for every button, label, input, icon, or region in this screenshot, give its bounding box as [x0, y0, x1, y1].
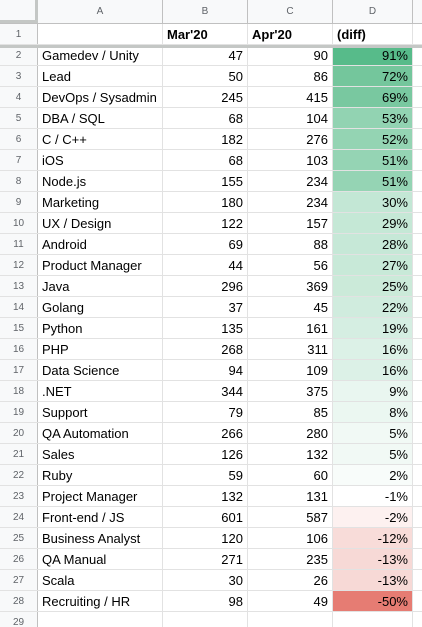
cell-category[interactable]: Support: [38, 402, 163, 422]
table-row: [0, 402, 422, 423]
cell-category[interactable]: Gamedev / Unity: [38, 45, 163, 65]
cell-apr[interactable]: 161: [248, 318, 333, 338]
row-number[interactable]: 21: [0, 444, 38, 464]
cell-b1[interactable]: Mar'20: [163, 24, 248, 44]
cell-mar[interactable]: 132: [163, 486, 248, 506]
cell-category[interactable]: Business Analyst: [38, 528, 163, 548]
row-number[interactable]: 24: [0, 507, 38, 527]
table-row: [0, 360, 422, 381]
cell-apr[interactable]: 587: [248, 507, 333, 527]
cell-category[interactable]: iOS: [38, 150, 163, 170]
column-header-e[interactable]: [413, 0, 422, 23]
row-number[interactable]: 16: [0, 339, 38, 359]
cell-empty[interactable]: [413, 171, 422, 191]
cell-diff[interactable]: 29%: [333, 213, 413, 233]
header-row: [0, 24, 422, 45]
cell-empty[interactable]: [413, 486, 422, 506]
row-number[interactable]: 4: [0, 87, 38, 107]
cell-diff[interactable]: -12%: [333, 528, 413, 548]
cell-empty[interactable]: [413, 108, 422, 128]
cell-empty[interactable]: [163, 612, 248, 627]
select-all-corner[interactable]: [0, 0, 38, 23]
table-row: [0, 591, 422, 612]
cell-apr[interactable]: 311: [248, 339, 333, 359]
table-row: [0, 150, 422, 171]
cell-apr[interactable]: 90: [248, 45, 333, 65]
cell-empty[interactable]: [413, 297, 422, 317]
cell-apr[interactable]: 157: [248, 213, 333, 233]
cell-apr[interactable]: 104: [248, 108, 333, 128]
column-header-row: [0, 0, 422, 24]
cell-diff[interactable]: 30%: [333, 192, 413, 212]
row-number[interactable]: 3: [0, 66, 38, 86]
column-header-a[interactable]: A: [38, 0, 163, 23]
row-number[interactable]: 28: [0, 591, 38, 611]
cell-mar[interactable]: 59: [163, 465, 248, 485]
cell-empty[interactable]: [413, 66, 422, 86]
cell-category[interactable]: Product Manager: [38, 255, 163, 275]
cell-diff[interactable]: 28%: [333, 234, 413, 254]
cell-apr[interactable]: 276: [248, 129, 333, 149]
cell-apr[interactable]: 415: [248, 87, 333, 107]
cell-mar[interactable]: 94: [163, 360, 248, 380]
row-number[interactable]: 23: [0, 486, 38, 506]
table-row: [0, 465, 422, 486]
cell-apr[interactable]: 88: [248, 234, 333, 254]
cell-category[interactable]: DBA / SQL: [38, 108, 163, 128]
cell-category[interactable]: C / C++: [38, 129, 163, 149]
table-row: [0, 213, 422, 234]
cell-empty[interactable]: [413, 192, 422, 212]
cell-empty[interactable]: [413, 129, 422, 149]
cell-category[interactable]: PHP: [38, 339, 163, 359]
cell-mar[interactable]: 69: [163, 234, 248, 254]
cell-apr[interactable]: 103: [248, 150, 333, 170]
cell-mar[interactable]: 245: [163, 87, 248, 107]
row-number[interactable]: 17: [0, 360, 38, 380]
cell-diff[interactable]: 16%: [333, 360, 413, 380]
cell-empty[interactable]: [413, 360, 422, 380]
row-number[interactable]: 29: [0, 612, 38, 627]
cell-mar[interactable]: 79: [163, 402, 248, 422]
table-row: [0, 444, 422, 465]
cell-mar[interactable]: 601: [163, 507, 248, 527]
row-number[interactable]: 11: [0, 234, 38, 254]
table-row: [0, 381, 422, 402]
cell-category[interactable]: Lead: [38, 66, 163, 86]
cell-category[interactable]: .NET: [38, 381, 163, 401]
cell-apr[interactable]: 86: [248, 66, 333, 86]
row-number[interactable]: 1: [0, 24, 38, 44]
cell-apr[interactable]: 132: [248, 444, 333, 464]
cell-diff[interactable]: 51%: [333, 150, 413, 170]
table-row: [0, 66, 422, 87]
row-number[interactable]: 26: [0, 549, 38, 569]
cell-diff[interactable]: 2%: [333, 465, 413, 485]
cell-mar[interactable]: 126: [163, 444, 248, 464]
cell-mar[interactable]: 266: [163, 423, 248, 443]
cell-category[interactable]: Project Manager: [38, 486, 163, 506]
row-number[interactable]: 12: [0, 255, 38, 275]
table-row: [0, 297, 422, 318]
cell-apr[interactable]: 234: [248, 171, 333, 191]
cell-diff[interactable]: 25%: [333, 276, 413, 296]
table-row: [0, 486, 422, 507]
row-number[interactable]: 9: [0, 192, 38, 212]
cell-category[interactable]: Recruiting / HR: [38, 591, 163, 611]
table-row: [0, 45, 422, 66]
cell-mar[interactable]: 37: [163, 297, 248, 317]
cell-empty[interactable]: [38, 612, 163, 627]
cell-d1[interactable]: (diff): [333, 24, 413, 44]
cell-category[interactable]: Sales: [38, 444, 163, 464]
cell-category[interactable]: Python: [38, 318, 163, 338]
cell-category[interactable]: QA Automation: [38, 423, 163, 443]
cell-empty[interactable]: [413, 570, 422, 590]
cell-diff[interactable]: -13%: [333, 549, 413, 569]
cell-category[interactable]: Android: [38, 234, 163, 254]
cell-mar[interactable]: 268: [163, 339, 248, 359]
cell-category[interactable]: Marketing: [38, 192, 163, 212]
trailing-row: [0, 612, 422, 627]
cell-category[interactable]: Data Science: [38, 360, 163, 380]
cell-empty[interactable]: [413, 339, 422, 359]
cell-empty[interactable]: [413, 87, 422, 107]
cell-diff[interactable]: 51%: [333, 171, 413, 191]
cell-apr[interactable]: 106: [248, 528, 333, 548]
column-header-d[interactable]: D: [333, 0, 413, 23]
cell-empty[interactable]: [413, 423, 422, 443]
cell-mar[interactable]: 135: [163, 318, 248, 338]
cell-apr[interactable]: 45: [248, 297, 333, 317]
cell-apr[interactable]: 85: [248, 402, 333, 422]
row-number[interactable]: 18: [0, 381, 38, 401]
cell-mar[interactable]: 120: [163, 528, 248, 548]
cell-empty[interactable]: [413, 150, 422, 170]
cell-e1[interactable]: [413, 24, 422, 44]
cell-category[interactable]: UX / Design: [38, 213, 163, 233]
cell-diff[interactable]: 5%: [333, 423, 413, 443]
cell-mar[interactable]: 47: [163, 45, 248, 65]
cell-category[interactable]: Front-end / JS: [38, 507, 163, 527]
cell-apr[interactable]: 26: [248, 570, 333, 590]
row-number[interactable]: 19: [0, 402, 38, 422]
table-row: [0, 318, 422, 339]
cell-c1[interactable]: Apr'20: [248, 24, 333, 44]
table-row: [0, 171, 422, 192]
cell-apr[interactable]: 235: [248, 549, 333, 569]
cell-diff[interactable]: 53%: [333, 108, 413, 128]
cell-empty[interactable]: [413, 213, 422, 233]
row-number[interactable]: 7: [0, 150, 38, 170]
cell-empty[interactable]: [413, 381, 422, 401]
cell-diff[interactable]: 91%: [333, 45, 413, 65]
cell-mar[interactable]: 344: [163, 381, 248, 401]
cell-mar[interactable]: 122: [163, 213, 248, 233]
cell-diff[interactable]: 22%: [333, 297, 413, 317]
cell-empty[interactable]: [333, 612, 413, 627]
cell-apr[interactable]: 131: [248, 486, 333, 506]
cell-mar[interactable]: 68: [163, 150, 248, 170]
table-row: [0, 192, 422, 213]
cell-apr[interactable]: 234: [248, 192, 333, 212]
cell-diff[interactable]: 72%: [333, 66, 413, 86]
cell-mar[interactable]: 98: [163, 591, 248, 611]
cell-a1[interactable]: [38, 24, 163, 44]
row-number[interactable]: 10: [0, 213, 38, 233]
cell-diff[interactable]: -2%: [333, 507, 413, 527]
cell-category[interactable]: DevOps / Sysadmin: [38, 87, 163, 107]
cell-category[interactable]: Ruby: [38, 465, 163, 485]
table-row: [0, 528, 422, 549]
cell-mar[interactable]: 271: [163, 549, 248, 569]
row-number[interactable]: 14: [0, 297, 38, 317]
table-row: [0, 339, 422, 360]
cell-empty[interactable]: [413, 591, 422, 611]
cell-apr[interactable]: 49: [248, 591, 333, 611]
cell-diff[interactable]: -1%: [333, 486, 413, 506]
table-row: [0, 108, 422, 129]
table-row: [0, 87, 422, 108]
cell-apr[interactable]: 56: [248, 255, 333, 275]
row-number[interactable]: 15: [0, 318, 38, 338]
cell-diff[interactable]: 8%: [333, 402, 413, 422]
cell-diff[interactable]: 19%: [333, 318, 413, 338]
cell-empty[interactable]: [413, 507, 422, 527]
table-row: [0, 276, 422, 297]
cell-category[interactable]: QA Manual: [38, 549, 163, 569]
cell-diff[interactable]: -13%: [333, 570, 413, 590]
cell-category[interactable]: Java: [38, 276, 163, 296]
table-row: [0, 507, 422, 528]
cell-empty[interactable]: [413, 45, 422, 65]
table-row: [0, 549, 422, 570]
cell-empty[interactable]: [413, 318, 422, 338]
table-row: [0, 255, 422, 276]
cell-empty[interactable]: [413, 444, 422, 464]
cell-diff[interactable]: 52%: [333, 129, 413, 149]
cell-category[interactable]: Golang: [38, 297, 163, 317]
row-number[interactable]: 5: [0, 108, 38, 128]
row-number[interactable]: 20: [0, 423, 38, 443]
cell-mar[interactable]: 155: [163, 171, 248, 191]
cell-apr[interactable]: 369: [248, 276, 333, 296]
cell-diff[interactable]: 27%: [333, 255, 413, 275]
row-number[interactable]: 25: [0, 528, 38, 548]
cell-diff[interactable]: 16%: [333, 339, 413, 359]
cell-empty[interactable]: [248, 612, 333, 627]
cell-category[interactable]: Node.js: [38, 171, 163, 191]
table-row: [0, 570, 422, 591]
cell-diff[interactable]: 69%: [333, 87, 413, 107]
cell-diff[interactable]: 5%: [333, 444, 413, 464]
cell-mar[interactable]: 182: [163, 129, 248, 149]
row-number[interactable]: 13: [0, 276, 38, 296]
cell-category[interactable]: Scala: [38, 570, 163, 590]
data-rows: [0, 45, 422, 612]
table-row: [0, 423, 422, 444]
cell-empty[interactable]: [413, 402, 422, 422]
cell-apr[interactable]: 60: [248, 465, 333, 485]
cell-mar[interactable]: 296: [163, 276, 248, 296]
table-row: [0, 129, 422, 150]
column-header-c[interactable]: C: [248, 0, 333, 23]
row-number[interactable]: 8: [0, 171, 38, 191]
cell-mar[interactable]: 30: [163, 570, 248, 590]
row-number[interactable]: 6: [0, 129, 38, 149]
cell-empty[interactable]: [413, 549, 422, 569]
cell-apr[interactable]: 280: [248, 423, 333, 443]
cell-diff[interactable]: -50%: [333, 591, 413, 611]
cell-mar[interactable]: 44: [163, 255, 248, 275]
table-row: [0, 234, 422, 255]
cell-apr[interactable]: 109: [248, 360, 333, 380]
column-header-b[interactable]: B: [163, 0, 248, 23]
cell-diff[interactable]: 9%: [333, 381, 413, 401]
row-number[interactable]: 2: [0, 45, 38, 65]
cell-empty[interactable]: [413, 465, 422, 485]
cell-mar[interactable]: 50: [163, 66, 248, 86]
row-number[interactable]: 22: [0, 465, 38, 485]
cell-apr[interactable]: 375: [248, 381, 333, 401]
frozen-row-divider[interactable]: [0, 45, 422, 48]
cell-empty[interactable]: [413, 276, 422, 296]
row-number[interactable]: 27: [0, 570, 38, 590]
cell-empty[interactable]: [413, 528, 422, 548]
cell-mar[interactable]: 180: [163, 192, 248, 212]
cell-empty[interactable]: [413, 255, 422, 275]
cell-empty[interactable]: [413, 612, 422, 627]
cell-empty[interactable]: [413, 234, 422, 254]
cell-mar[interactable]: 68: [163, 108, 248, 128]
